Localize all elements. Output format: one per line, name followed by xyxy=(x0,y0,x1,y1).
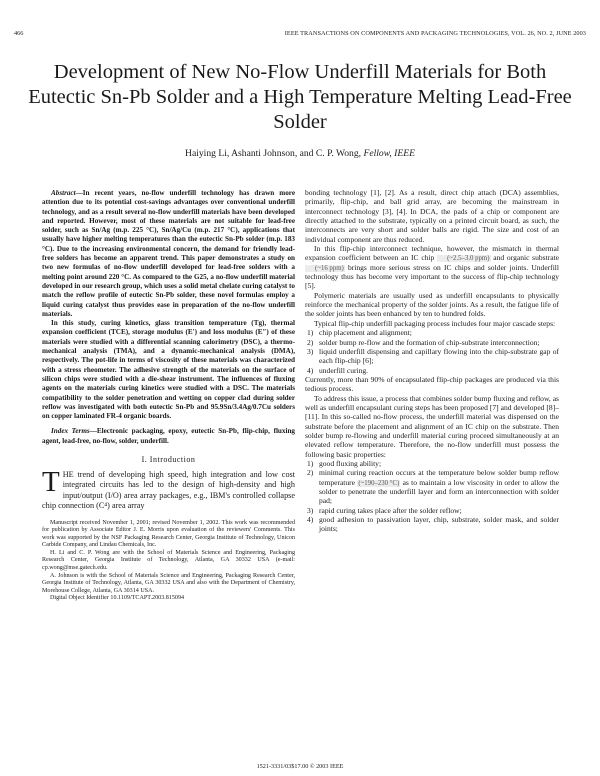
p2-text-b: and organic substrate xyxy=(493,253,560,263)
list-item-number: 1) xyxy=(307,458,314,468)
abstract-paragraph-2: In this study, curing kinetics, glass transition temperature (Tg), thermal expansion coefficient (TCE), storage modulus (E′) and loss modulus (E″) of these materials were studied with a differential scanning calorimetry (DSC), a thermo-mechanical analysis (TMA), and a dynamic-mechanical analysis (DMA), respectively. The pot-life in terms of viscosity of these materials was characterized with a stress rheometer. The adhesive strength of the materials on the surface of silicon chips were studied with a die-shear instrument. The influences of fluxing agents on the materials curing kinetics were studied with a DSC. The materials compatibility to the solder penetration and wetting on copper clad during solder reflow was investigated with both eutectic Sn-Pb and 95.9Sn/3.4Ag/0.7Cu solders on copper laminated FR-4 organic boards. xyxy=(42,319,295,421)
list-item-number: 2) xyxy=(307,337,314,347)
index-terms xyxy=(42,427,295,446)
p2-text-a: In this flip-chip interconnect technique, however, the mismatch in thermal expansion coefficient between an IC chip xyxy=(305,244,559,263)
footnote-affiliation-1: H. Li and C. P. Wong are with the School of Materials Science and Engineering, Packaging Research Center, Georgia Institute of Technology, Atlanta, GA 30332 USA (e-mail: cp.wong@mse.gatech.edu. xyxy=(42,549,295,572)
footnote-received: Manuscript received November 1, 2001; revised November 1, 2002. This work was recommended for publication by Associate Editor J. E. Morris upon evaluation of the reviewers' Comments. This work was supported by the NSF Packaging Research Center, Georgia Institute of Technology, Unicon Carbide Company, and Lindau Chemicals, Inc. xyxy=(42,519,295,549)
body-paragraph-5: Currently, more than 90% of encapsulated flip-chip packages are produced via this tedious process. xyxy=(305,374,559,394)
list-item-number: 4) xyxy=(307,365,314,375)
list-item-number: 4) xyxy=(307,515,314,525)
list-item xyxy=(305,506,559,515)
list-item-number: 3) xyxy=(307,505,314,515)
author-fellow: Fellow, IEEE xyxy=(363,148,415,159)
intro-paragraph xyxy=(42,466,295,510)
process-steps-list xyxy=(305,328,559,375)
cte-chip-value: (~2.5–3.0 ppm) xyxy=(437,255,490,262)
list-item xyxy=(305,328,559,337)
intro-text-end: ) area array xyxy=(107,500,145,510)
list-item xyxy=(305,515,559,534)
drop-cap: T xyxy=(42,466,60,499)
journal-header: IEEE TRANSACTIONS ON COMPONENTS AND PACKAGING TECHNOLOGIES, VOL. 26, NO. 2, JUNE 2003 xyxy=(284,30,586,37)
right-column xyxy=(305,188,559,534)
list-item-number: 3) xyxy=(307,346,314,356)
list-item xyxy=(305,347,559,366)
list-item-text: chip placement and alignment; xyxy=(319,328,412,338)
reflow-temperature-value: (~190–230 °C) xyxy=(358,479,400,487)
section-heading-introduction: I. Introduction xyxy=(141,455,196,465)
list-item xyxy=(305,338,559,347)
body-paragraph-3: Polymeric materials are usually used as underfill encapsulants to physically reinforce the mechanical property of the solder joints. As a result, the fatigue life of the solder joints has been enhanced by ten to hundred folds. xyxy=(305,290,559,319)
properties-list xyxy=(305,459,559,534)
c4-symbol: C⁴ xyxy=(98,500,108,510)
footnotes xyxy=(42,520,295,603)
body-paragraph-1: bonding technology [1], [2]. As a result, direct chip attach (DCA) assemblies, primarily, flip-chip, and ball grid array, are becoming the mainstream in interconnect technology [3], [4]. In DCA, the pads of a chip or component are directly attached to the substrate, typically on a printed circuit board, as such, the interconnects are very short and solder balls are rigid. The size and cost of an individual component are thus reduced. xyxy=(305,188,559,244)
list-item xyxy=(305,459,559,468)
cte-substrate-value: (~16 ppm) xyxy=(305,265,345,272)
list-item-text: solder bump re-flow and the formation of chip-substrate interconnection; xyxy=(319,337,540,347)
list-item-number: 2) xyxy=(307,468,314,478)
index-terms-lead: Index Terms xyxy=(51,427,90,436)
intro-text: HE trend of developing high speed, high integration and low cost integrated circuits has led to the design of high-density and high input/output (I/O) area array packages, e.g., IBM's controlled collapse chip connection ( xyxy=(42,470,295,510)
list-item-text: liquid underfill dispensing and capillary flowing into the chip-substrate gap of each flip-chip [6]; xyxy=(319,346,559,366)
list-item xyxy=(305,366,559,375)
paper-title: Development of New No-Flow Underfill Materials for Both Eutectic Sn-Pb Solder and a High Temperature Melting Lead-Free Solder xyxy=(28,61,572,133)
page-number: 466 xyxy=(14,30,24,37)
list-item-text: good fluxing ability; xyxy=(319,458,382,468)
body-paragraph-2 xyxy=(305,244,559,291)
copyright-footer: 1521-3331/03$17.00 © 2003 IEEE xyxy=(256,763,344,770)
body-paragraph-4: Typical flip-chip underfill packaging process includes four major cascade steps: xyxy=(314,318,556,328)
author-line xyxy=(0,148,600,159)
list-item-text: rapid curing takes place after the solder reflow; xyxy=(319,505,462,515)
footnote-doi: Digital Object Identifier 10.1109/TCAPT.2003.815094 xyxy=(50,595,185,602)
running-header xyxy=(14,30,586,40)
abstract-text-1: —In recent years, no-flow underfill technology has drawn more attention due to its potential cost-savings advantages over conventional underfill technology, and as a result several no-flow underfill materials have been developed and reported. However, most of these materials are not suitable for lead-free solder, such as Sn/Ag (m.p. 225 °C), Sn/Ag/Cu (m.p. 217 °C), applications that usually have higher melting temperatures than the eutectic Sn-Pb solder (m.p. 183 °C). Due to the increasing environmental concern, the demand for friendly lead-free solders has become an apparent trend. This paper demonstrates a study on two new formulas of no-flow underfill developed for lead-free solders with a melting point around 220 °C. As compared to the G25, a no-flow underfill material developed in our research group, which uses a solid metal chelate curing catalyst to match the reflow profile of eutectic Sn-Pb solder, these novel formulas employ a liquid curing catalyst thus provides ease in preparation of the no-flow underfill materials. xyxy=(42,189,295,318)
list-item-text-continued: as to maintain a low viscosity in order to allow the solder to penetrate the underfill layer and form an interconnection with solder pad; xyxy=(319,477,560,506)
list-item-text: underfill curing. xyxy=(319,365,369,375)
list-item-number: 1) xyxy=(307,328,314,338)
abstract-lead: Abstract xyxy=(51,189,76,197)
list-item xyxy=(305,468,559,505)
list-item-text: good adhesion to passivation layer, chip, substrate, solder mask, and solder joints; xyxy=(319,515,559,534)
author-names: Haiying Li, Ashanti Johnson, and C. P. Wong, xyxy=(185,148,362,159)
body-paragraph-6: To address this issue, a process that combines solder bump fluxing and reflow, as well as underfill encapsulant curing steps has been proposed [7] and developed [8]–[11]. In this so-called no-flow process, the underfill material was dispensed on the substrate before the placement and alignment of an IC chip on the substrate. Then solder bump re-flowing and underfill material curing proceed simultaneously at an elevated reflow temperature. Therefore, the no-flow underfill must possess the following basic properties: xyxy=(305,393,559,459)
left-column xyxy=(42,189,295,603)
abstract-paragraph-1 xyxy=(42,189,295,319)
list-item-text: minimal curing reaction occurs at the temperature below solder bump reflow temperature xyxy=(319,468,559,487)
index-terms-text: —Electronic packaging, epoxy, eutectic Sn-Pb, flip-chip, fluxing agent, lead-free, no-flow, solder, underfill. xyxy=(42,427,295,445)
footnote-affiliation-2: A. Johnson is with the School of Materials Science and Engineering, Packaging Research Center, Georgia Institute of Technology, Atlanta, GA 30332 USA and also with the Department of Chemistry, Morehouse College, Atlanta, GA 30314 USA. xyxy=(42,572,295,594)
p2-text-c: brings more serious stress on IC chips and solder joints. Underfill technology thus has become very important to the success of flip-chip technology [5]. xyxy=(305,262,559,291)
